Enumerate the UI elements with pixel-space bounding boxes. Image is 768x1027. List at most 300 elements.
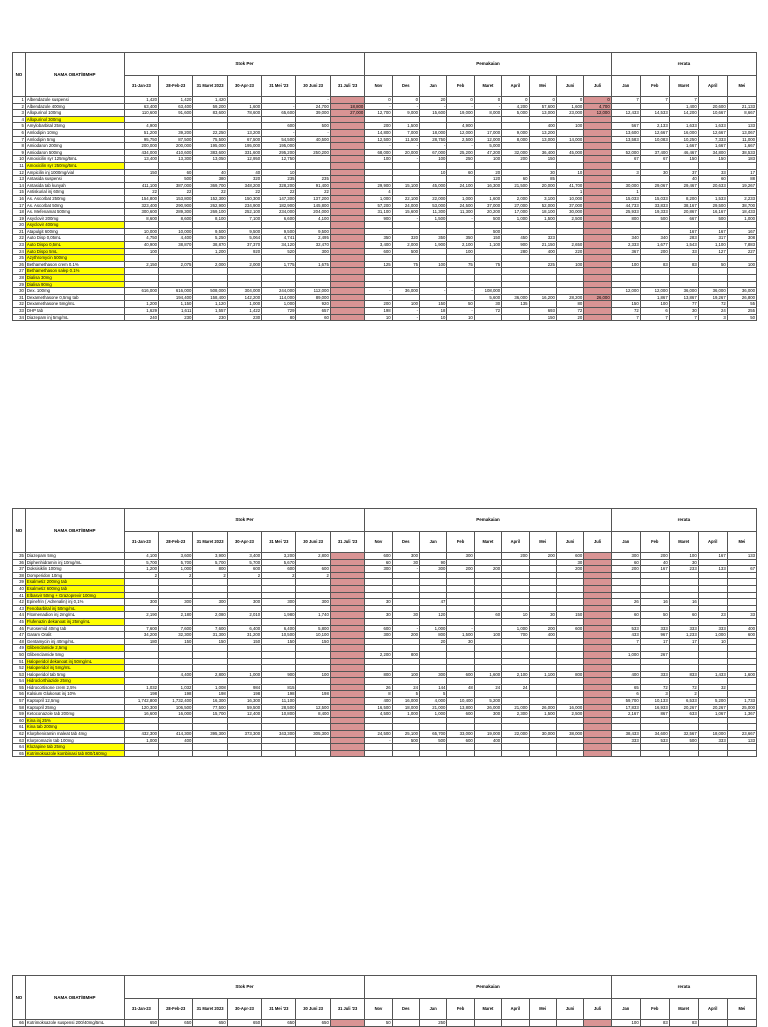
cell-pemakaian — [556, 750, 583, 757]
cell-pemakaian: 30 — [365, 599, 392, 606]
row-name: Amylobarbital 25mg — [25, 123, 124, 130]
cell-stok — [227, 605, 261, 612]
cell-stok: 154,800 — [124, 195, 158, 202]
cell-rerata — [727, 162, 756, 169]
table-row — [13, 116, 757, 123]
cell-pemakaian — [392, 717, 419, 724]
cell-pemakaian: 5,600 — [474, 294, 501, 301]
cell-rerata: 283 — [669, 235, 698, 242]
cell-rerata — [611, 222, 640, 229]
cell-pemakaian — [502, 678, 529, 685]
cell-rerata: 333 — [698, 625, 727, 632]
cell-stok — [262, 255, 296, 262]
cell-pemakaian: 60 — [474, 612, 501, 619]
cell-pemakaian — [365, 585, 392, 592]
cell-rerata — [640, 605, 669, 612]
cell-pemakaian: - — [392, 143, 419, 150]
cell-rerata — [727, 275, 756, 282]
cell-stok: 1,032 — [124, 684, 158, 691]
cell-stok: 1,980 — [262, 612, 296, 619]
cell-stok: 34,200 — [124, 632, 158, 639]
cell-pemakaian: 400 — [529, 248, 556, 255]
cell-pemakaian — [556, 724, 583, 731]
cell-stok — [193, 268, 227, 275]
cell-stok: 1,611 — [159, 308, 193, 315]
cell-stok — [124, 294, 158, 301]
cell-stok — [296, 678, 330, 685]
cell-stok: 1,675 — [296, 261, 330, 268]
cell-rerata: 308 — [727, 235, 756, 242]
cell-pemakaian — [584, 605, 611, 612]
cell-rerata — [611, 572, 640, 579]
cell-pemakaian — [529, 645, 556, 652]
cell-stok — [227, 651, 261, 658]
cell-rerata — [698, 572, 727, 579]
col-pemakaian-month: Jan — [420, 76, 447, 97]
cell-stok — [330, 308, 364, 315]
cell-pemakaian — [584, 182, 611, 189]
cell-rerata: 10 — [698, 638, 727, 645]
cell-stok — [330, 553, 364, 560]
cell-pemakaian: - — [447, 103, 474, 110]
row-name: Asyclovir 400mg — [25, 222, 124, 229]
cell-pemakaian — [474, 618, 501, 625]
cell-pemakaian: 17,000 — [474, 129, 501, 136]
cell-pemakaian — [447, 744, 474, 751]
cell-pemakaian — [420, 605, 447, 612]
cell-stok — [159, 618, 193, 625]
cell-stok: 230 — [227, 314, 261, 321]
cell-stok: 1,420 — [159, 97, 193, 104]
cell-rerata — [640, 678, 669, 685]
sheet-page-2 — [12, 508, 757, 757]
cell-pemakaian — [502, 744, 529, 751]
row-no: 57 — [13, 698, 26, 705]
cell-pemakaian: 200 — [502, 156, 529, 163]
row-name: Amoxicilin syr 250mg/5mL — [25, 162, 124, 169]
cell-stok — [330, 209, 364, 216]
cell-stok: 9,500 — [262, 228, 296, 235]
row-no: 24 — [13, 248, 26, 255]
cell-stok — [330, 123, 364, 130]
table-row — [13, 189, 757, 196]
cell-stok: 39,200 — [159, 129, 193, 136]
cell-stok: 1,629 — [124, 308, 158, 315]
cell-rerata — [611, 579, 640, 586]
cell-rerata — [698, 97, 727, 104]
table-row — [13, 731, 757, 738]
cell-rerata — [611, 618, 640, 625]
cell-pemakaian — [447, 1020, 474, 1027]
cell-stok: 152,300 — [193, 195, 227, 202]
cell-stok: 7,100 — [227, 215, 261, 222]
cell-pemakaian — [392, 592, 419, 599]
cell-stok: 4,750 — [124, 235, 158, 242]
cell-rerata: 183 — [727, 156, 756, 163]
cell-stok: 182,900 — [262, 202, 296, 209]
cell-pemakaian — [584, 261, 611, 268]
cell-pemakaian — [392, 645, 419, 652]
cell-stok: 22 — [296, 189, 330, 196]
cell-rerata — [727, 684, 756, 691]
cell-stok — [193, 678, 227, 685]
header-sub-row — [13, 532, 757, 553]
cell-rerata: 500 — [698, 215, 727, 222]
cell-stok: 1,420 — [124, 97, 158, 104]
cell-pemakaian: 600 — [447, 671, 474, 678]
cell-pemakaian — [392, 1020, 419, 1027]
cell-rerata: 267 — [640, 651, 669, 658]
cell-rerata — [611, 275, 640, 282]
row-name: Diazepam inj 5mg/mL — [25, 314, 124, 321]
cell-rerata — [611, 116, 640, 123]
cell-pemakaian — [584, 301, 611, 308]
cell-pemakaian: 67,000 — [420, 149, 447, 156]
cell-stok — [262, 665, 296, 672]
cell-stok: 369,700 — [193, 182, 227, 189]
cell-stok: 89,000 — [296, 294, 330, 301]
cell-pemakaian: 9,000 — [392, 110, 419, 117]
cell-pemakaian — [392, 744, 419, 751]
cell-stok: 2 — [159, 572, 193, 579]
cell-stok — [262, 750, 296, 757]
cell-pemakaian — [529, 559, 556, 566]
cell-stok: 650 — [124, 1020, 158, 1027]
cell-stok: 63,400 — [124, 103, 158, 110]
row-no: 10 — [13, 156, 26, 163]
cell-stok — [330, 731, 364, 738]
col-rerata-month: Jan — [611, 999, 640, 1020]
cell-rerata — [611, 592, 640, 599]
cell-rerata: 1,533 — [698, 195, 727, 202]
cell-pemakaian — [392, 605, 419, 612]
cell-stok: 2,075 — [159, 261, 193, 268]
cell-pemakaian: 23,000 — [556, 110, 583, 117]
cell-stok: 13,200 — [227, 129, 261, 136]
cell-stok — [193, 717, 227, 724]
cell-rerata: 72 — [611, 308, 640, 315]
cell-stok: - — [296, 97, 330, 104]
cell-pemakaian: 24,100 — [447, 182, 474, 189]
cell-pemakaian: 280 — [502, 248, 529, 255]
cell-pemakaian: 72 — [474, 308, 501, 315]
col-pemakaian-month: Juli — [584, 999, 611, 1020]
cell-stok: 114,000 — [262, 294, 296, 301]
row-no: 65 — [13, 750, 26, 757]
cell-pemakaian: 0 — [584, 97, 611, 104]
col-no: NO — [13, 976, 26, 1020]
cell-stok: 657 — [296, 308, 330, 315]
cell-pemakaian — [392, 228, 419, 235]
cell-rerata: 20,267 — [669, 704, 698, 711]
cell-rerata: 26 — [611, 599, 640, 606]
cell-stok — [193, 651, 227, 658]
cell-rerata: 1,543 — [669, 242, 698, 249]
cell-stok — [296, 116, 330, 123]
cell-stok: 650 — [193, 1020, 227, 1027]
cell-pemakaian — [447, 612, 474, 619]
cell-pemakaian — [392, 275, 419, 282]
cell-pemakaian — [556, 275, 583, 282]
col-pemakaian-month: Juni — [556, 999, 583, 1020]
cell-rerata — [669, 665, 698, 672]
cell-pemakaian: 100 — [556, 123, 583, 130]
cell-stok — [262, 162, 296, 169]
cell-stok: 1,000 — [262, 301, 296, 308]
cell-pemakaian — [474, 658, 501, 665]
cell-rerata — [698, 605, 727, 612]
cell-pemakaian — [447, 750, 474, 757]
cell-stok — [159, 116, 193, 123]
cell-pemakaian — [365, 658, 392, 665]
row-name: Gentamycin inj 40mg/mL — [25, 638, 124, 645]
cell-pemakaian: 45,000 — [556, 149, 583, 156]
row-no: 32 — [13, 301, 26, 308]
cell-stok: 1,732,400 — [159, 698, 193, 705]
cell-pemakaian: 800 — [392, 651, 419, 658]
col-rerata-month: Feb — [640, 532, 669, 553]
cell-stok: 500 — [296, 123, 330, 130]
col-stok-date: 31 Mei '23 — [262, 532, 296, 553]
cell-stok: 600 — [227, 566, 261, 573]
cell-pemakaian: - — [392, 566, 419, 573]
cell-pemakaian — [392, 176, 419, 183]
cell-pemakaian — [420, 275, 447, 282]
cell-stok — [159, 750, 193, 757]
cell-stok — [227, 275, 261, 282]
cell-pemakaian — [365, 222, 392, 229]
cell-stok: 1,600 — [227, 103, 261, 110]
cell-stok: 395,300 — [193, 731, 227, 738]
cell-stok: 3,400 — [227, 553, 261, 560]
row-name: Diazepam 5mg — [25, 553, 124, 560]
cell-rerata: 1,067 — [698, 711, 727, 718]
cell-rerata — [727, 744, 756, 751]
cell-pemakaian: 20 — [420, 638, 447, 645]
cell-rerata — [669, 268, 698, 275]
cell-pemakaian: 1,000 — [502, 215, 529, 222]
cell-rerata: 317 — [698, 235, 727, 242]
cell-pemakaian — [556, 651, 583, 658]
cell-pemakaian: 18,000 — [392, 704, 419, 711]
cell-stok — [330, 314, 364, 321]
cell-pemakaian: 20,000 — [529, 182, 556, 189]
cell-pemakaian: 800 — [365, 671, 392, 678]
cell-rerata: 133 — [727, 737, 756, 744]
cell-pemakaian — [502, 559, 529, 566]
cell-stok — [159, 605, 193, 612]
cell-pemakaian: 200 — [474, 566, 501, 573]
cell-pemakaian — [447, 645, 474, 652]
cell-pemakaian: 800 — [556, 671, 583, 678]
cell-stok: 920 — [296, 301, 330, 308]
cell-pemakaian — [529, 579, 556, 586]
cell-rerata — [611, 605, 640, 612]
row-name: Kotrimoksazole kombinasi tab 800/160mg — [25, 750, 124, 757]
cell-pemakaian: 100 — [420, 156, 447, 163]
cell-pemakaian: 200 — [447, 566, 474, 573]
cell-rerata: 200 — [640, 248, 669, 255]
cell-pemakaian — [556, 691, 583, 698]
cell-pemakaian: 41,700 — [556, 182, 583, 189]
cell-rerata: 3 — [611, 169, 640, 176]
col-stok-date: 31 Juli '23 — [330, 532, 364, 553]
cell-pemakaian — [447, 162, 474, 169]
cell-rerata — [698, 691, 727, 698]
cell-stok — [330, 744, 364, 751]
cell-rerata — [698, 559, 727, 566]
row-no: 51 — [13, 658, 26, 665]
cell-pemakaian — [502, 638, 529, 645]
cell-pemakaian — [502, 737, 529, 744]
cell-pemakaian — [447, 281, 474, 288]
cell-rerata: 300 — [611, 553, 640, 560]
cell-stok — [330, 248, 364, 255]
cell-stok: 508,000 — [193, 288, 227, 295]
cell-pemakaian: - — [365, 288, 392, 295]
cell-pemakaian — [447, 665, 474, 672]
cell-rerata — [727, 572, 756, 579]
cell-stok — [159, 585, 193, 592]
cell-rerata: 34,600 — [640, 731, 669, 738]
cell-stok: 5,700 — [124, 559, 158, 566]
cell-stok — [296, 222, 330, 229]
table-row — [13, 176, 757, 183]
cell-stok: 1,120 — [193, 301, 227, 308]
cell-stok — [262, 651, 296, 658]
cell-stok — [227, 585, 261, 592]
cell-stok: 1,742,800 — [124, 698, 158, 705]
cell-pemakaian — [584, 162, 611, 169]
cell-pemakaian — [365, 645, 392, 652]
cell-stok: 300 — [124, 599, 158, 606]
cell-rerata — [669, 572, 698, 579]
cell-stok: 800 — [193, 566, 227, 573]
cell-pemakaian — [474, 599, 501, 606]
cell-stok — [193, 744, 227, 751]
row-name: Ampicilin inj 1000mg/vial — [25, 169, 124, 176]
row-name: Flufenazin dekanoat inj 25mg/mL — [25, 618, 124, 625]
cell-rerata: 1,000 — [698, 632, 727, 639]
row-name: Azythromycin 500mg — [25, 255, 124, 262]
cell-pemakaian: 20,000 — [392, 149, 419, 156]
cell-pemakaian: 400 — [529, 123, 556, 130]
cell-pemakaian — [420, 724, 447, 731]
row-no: 6 — [13, 129, 26, 136]
col-no: NO — [13, 53, 26, 97]
cell-stok — [330, 294, 364, 301]
cell-stok: 198 — [124, 691, 158, 698]
cell-rerata: 127 — [698, 248, 727, 255]
cell-stok: 2 — [227, 572, 261, 579]
cell-pemakaian: 30 — [392, 559, 419, 566]
cell-pemakaian — [502, 308, 529, 315]
row-no: 39 — [13, 579, 26, 586]
cell-pemakaian — [502, 314, 529, 321]
cell-stok — [330, 724, 364, 731]
cell-rerata: 50 — [698, 261, 727, 268]
table-row — [13, 717, 757, 724]
cell-pemakaian: 12,000 — [447, 129, 474, 136]
cell-pemakaian — [502, 592, 529, 599]
table-row — [13, 744, 757, 751]
row-name: DHP tab — [25, 308, 124, 315]
cell-stok — [330, 129, 364, 136]
cell-pemakaian: 600 — [365, 625, 392, 632]
cell-rerata — [698, 116, 727, 123]
stock-table — [12, 508, 757, 757]
table-row — [13, 294, 757, 301]
cell-rerata: 29,067 — [640, 182, 669, 189]
cell-rerata: 50 — [640, 612, 669, 619]
cell-pemakaian — [584, 228, 611, 235]
cell-stok: 31,300 — [193, 632, 227, 639]
cell-pemakaian: 30 — [529, 169, 556, 176]
cell-pemakaian — [502, 116, 529, 123]
cell-stok — [330, 116, 364, 123]
cell-stok — [159, 248, 193, 255]
cell-stok — [159, 222, 193, 229]
cell-stok: 95,750 — [124, 136, 158, 143]
row-name: Amlodipin 5mg — [25, 136, 124, 143]
cell-stok — [330, 559, 364, 566]
cell-pemakaian — [365, 717, 392, 724]
col-stok-date: 31 Juli '23 — [330, 999, 364, 1020]
cell-stok — [193, 585, 227, 592]
cell-rerata — [640, 665, 669, 672]
cell-stok: 65,600 — [262, 110, 296, 117]
table-row — [13, 235, 757, 242]
cell-stok: 16,000 — [159, 711, 193, 718]
cell-rerata — [698, 1020, 727, 1027]
cell-stok — [262, 592, 296, 599]
group-pemakaian: Pemakaian — [365, 976, 611, 999]
cell-pemakaian — [584, 143, 611, 150]
cell-stok — [124, 281, 158, 288]
row-name: Esalmetiz 200mg tab — [25, 579, 124, 586]
cell-pemakaian — [529, 572, 556, 579]
cell-rerata — [727, 658, 756, 665]
col-rerata-month: Jan — [611, 532, 640, 553]
cell-pemakaian — [584, 242, 611, 249]
cell-rerata: 667 — [669, 215, 698, 222]
table-row — [13, 618, 757, 625]
row-no: 4 — [13, 116, 26, 123]
cell-pemakaian: - — [392, 156, 419, 163]
cell-rerata: 18,000 — [698, 731, 727, 738]
cell-pemakaian: 2,000 — [502, 195, 529, 202]
table-row — [13, 136, 757, 143]
cell-stok: 380 — [193, 176, 227, 183]
cell-pemakaian: 26,000 — [529, 704, 556, 711]
cell-rerata — [698, 255, 727, 262]
cell-stok: 22 — [262, 189, 296, 196]
cell-pemakaian — [365, 678, 392, 685]
cell-rerata — [727, 599, 756, 606]
cell-pemakaian — [556, 592, 583, 599]
cell-stok: 195,000 — [193, 143, 227, 150]
cell-stok: 2 — [124, 572, 158, 579]
cell-pemakaian: 24 — [474, 684, 501, 691]
cell-stok: 2,495 — [296, 235, 330, 242]
cell-pemakaian — [584, 149, 611, 156]
cell-rerata — [698, 579, 727, 586]
cell-stok: 240 — [124, 314, 158, 321]
cell-rerata: 433 — [611, 632, 640, 639]
cell-rerata — [640, 255, 669, 262]
cell-stok: 22 — [124, 189, 158, 196]
cell-pemakaian: 19,000 — [474, 731, 501, 738]
